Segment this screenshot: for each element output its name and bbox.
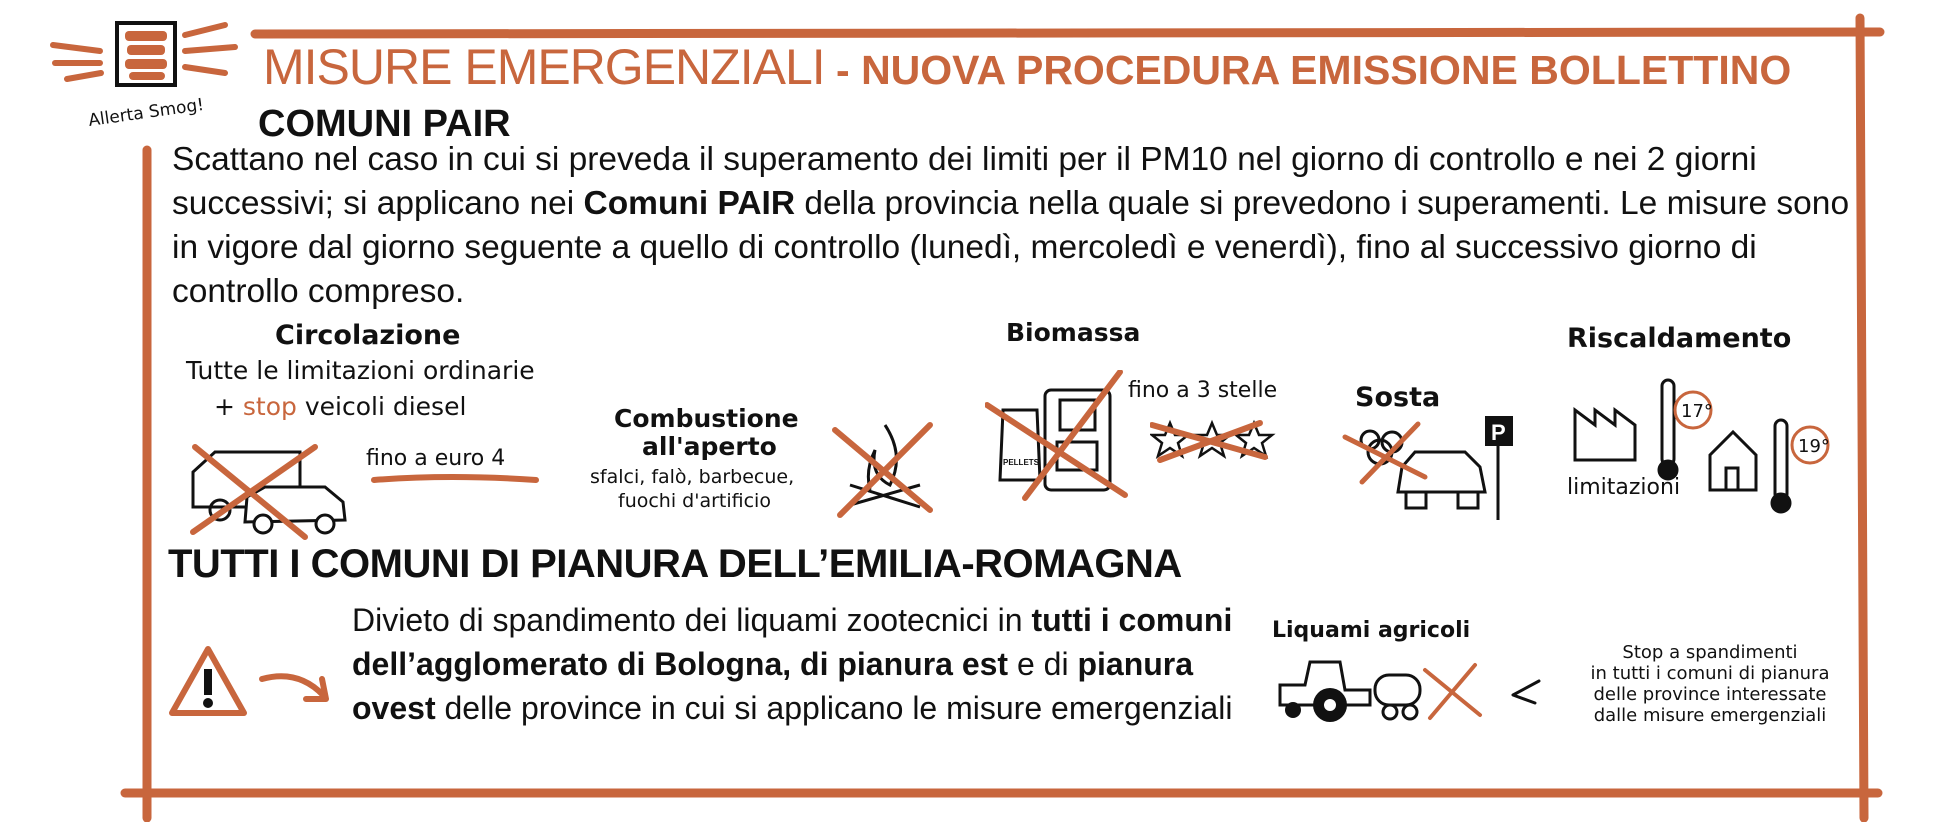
diesel-vehicles-crossed-icon (185, 432, 355, 542)
bonfire-crossed-icon (830, 415, 940, 520)
liquami-paragraph: Divieto di spandimento dei liquami zootecnici in tutti i comuni dell’agglomerato di Bologna, di pianura est e di pianura ovest delle province in cui si applicano le misure emergenziali (352, 602, 1233, 726)
liquami-label: Liquami agricoli (1272, 618, 1471, 643)
circolazione-note: fino a euro 4 (366, 446, 506, 471)
section-heading-comuni-pair: COMUNI PAIR (258, 103, 511, 145)
stars-crossed-icon (1150, 415, 1280, 465)
pellets-label: PELLETS (1003, 458, 1040, 467)
biomass-stove-crossed-icon (985, 370, 1135, 505)
arrow-right-icon (258, 665, 333, 715)
logo-caption: Allerta Smog! (87, 94, 206, 132)
combustione-desc-2: fuochi d'artificio (618, 490, 771, 512)
biomassa-note: fino a 3 stelle (1128, 378, 1278, 403)
combustione-label-1: Combustione (614, 404, 799, 433)
parking-car-crossed-icon (1340, 412, 1515, 522)
parking-sign-icon: P (1491, 420, 1506, 445)
smog-alert-logo-icon (45, 15, 245, 90)
biomassa-label: Biomassa (1006, 318, 1141, 347)
circolazione-label: Circolazione (275, 320, 461, 351)
pianura-note: Stop a spandimenti in tutti i comuni di pianura delle province interessate dalle misure emergenziali (1590, 642, 1830, 726)
combustione-label-2: all'aperto (642, 432, 777, 461)
riscaldamento-label: Riscaldamento (1567, 323, 1792, 354)
riscaldamento-note: limitazioni (1567, 475, 1681, 500)
combustione-desc-1: sfalci, falò, barbecue, (590, 466, 795, 488)
tractor-crossed-icon (1275, 650, 1485, 730)
circolazione-line1: Tutte le limitazioni ordinarie (186, 356, 535, 385)
intro-paragraph: Scattano nel caso in cui si preveda il superamento dei limiti per il PM10 nel giorno di controllo e nei 2 giorni successivi; si applicano nei Comuni PAIR della provincia nella quale si prevedono i superamenti. Le misure sono in vigore dal giorno seguente a quello di controllo (lunedì, mercoledì e venerdì), fino al successivo giorno di controllo compreso. (172, 141, 1850, 310)
circolazione-line2: + stop veicoli diesel (214, 392, 467, 421)
page-title: MISURE EMERGENZIALI - NUOVA PROCEDURA EMISSIONE BOLLETTINO (263, 39, 1792, 95)
underline-stroke (370, 472, 540, 486)
temp-19: 19° (1798, 436, 1830, 457)
arrow-left-icon (1505, 675, 1545, 705)
section-heading-pianura: TUTTI I COMUNI DI PIANURA DELL’EMILIA-ROMAGNA (168, 542, 1182, 586)
sosta-label: Sosta (1355, 382, 1441, 413)
temp-17: 17° (1681, 401, 1713, 422)
warning-icon (168, 645, 248, 717)
